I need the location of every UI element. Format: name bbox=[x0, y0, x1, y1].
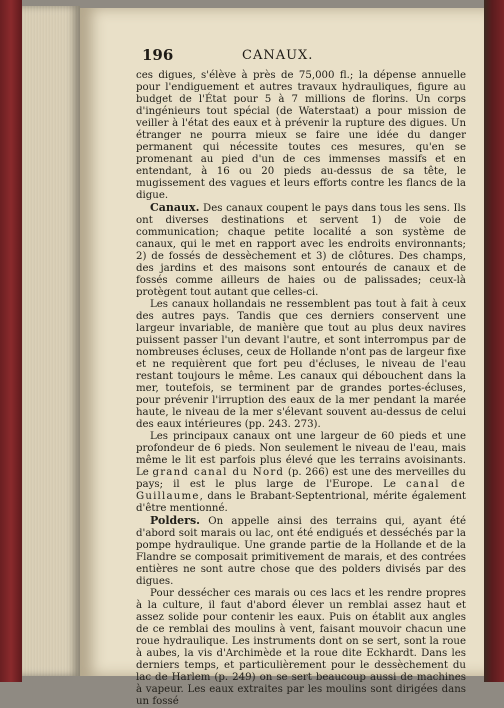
spaced-name: canal de Guillaume bbox=[136, 479, 467, 502]
section-keyword: Canaux. bbox=[150, 201, 200, 214]
paragraph bbox=[136, 70, 466, 202]
paragraph-text: (p. 266) est une des merveilles du pays; il est le plus large de l'Europe. Le bbox=[136, 467, 466, 490]
page-header bbox=[142, 46, 472, 68]
paragraph-text: On appelle ainsi des terrains qui, ayant été d'abord soit marais ou lac, ont été endigués et desséchés par la pompe hydraulique. Une grande partie de la Hollande et de la Flandre se composait primitivement de marais, et des contrées entières ne sont autre chose que des polders divisés par des digues. bbox=[136, 516, 466, 587]
paragraph-text: ces digues, s'élève à près de 75,000 fl.; la dépense annuelle pour l'endiguement et autres travaux hydrauliques, figure au budget de l'État pour 5 à 7 millions de florins. Un corps d'ingénieurs tout spécial (de Waterstaat) a pour mission de veiller à l'état des eaux et à prévenir la rupture des digues. Un étranger ne pourra mieux se faire une idée du danger permanent qui nécessite toutes ces mesures, qu'en se promenant au pied d'un de ces immenses massifs et en entendant, à 16 ou 20 pieds au-dessus de sa tête, le mugissement des vagues et leurs efforts contre les flancs de la digue. bbox=[136, 70, 466, 201]
body-text bbox=[136, 70, 466, 708]
page-number: 196 bbox=[142, 46, 174, 64]
spaced-name: grand canal du Nord bbox=[152, 467, 285, 478]
paragraph bbox=[136, 431, 466, 515]
book-cover-left bbox=[0, 0, 22, 682]
paragraph-text: Les principaux canaux ont une largeur de 60 pieds et une profondeur de 6 pieds. Non seulement le niveau de l'eau, mais même le lit est parfois plus élevé que les terrains avoisinants. Le bbox=[136, 431, 466, 478]
section-keyword: Polders. bbox=[150, 514, 200, 527]
paragraph-text: Les canaux hollandais ne ressemblent pas tout à fait à ceux des autres pays. Tandis que ces derniers conservent une largeur invariable, de manière que tout au plus deux navires puissent passer l'un devant l'autre, et sont interrompus par de nombreuses écluses, ceux de Hollande n'ont pas de largeur fixe et ne requièrent que fort peu d'écluses, le niveau de l'eau restant toujours le même. Les canaux qui débouchent dans la mer, toutefois, se terminent par de grandes portes-écluses, pour prévenir l'irruption des eaux de la mer pendant la marée haute, le niveau de la mer s'élevant souvent au-dessus de celui des eaux intérieures (pp. 243. 273). bbox=[136, 299, 466, 430]
paragraph bbox=[136, 515, 466, 588]
running-title: CANAUX. bbox=[242, 48, 314, 63]
paragraph-text: , dans le Brabant-Septentrional, mérite également d'être mentionné. bbox=[136, 491, 466, 514]
paragraph-text: Des canaux coupent le pays dans tous les sens. Ils ont diverses destinations et servent 1) de voie de communication; chaque petite localité a son système de canaux, qui le met en rapport avec les endroits environnants; 2) de fossés de dessèchement et 3) de clôtures. Des champs, des jardins et des maisons sont entourés de canaux et de fossés comme ailleurs de haies ou de palissades; ceux-là protègent tout autant que celles-ci. bbox=[136, 203, 466, 298]
book-page bbox=[80, 8, 484, 707]
page-edges bbox=[22, 6, 80, 676]
paragraph bbox=[136, 299, 466, 431]
paragraph bbox=[136, 202, 466, 299]
paragraph-text: Pour dessécher ces marais ou ces lacs et les rendre propres à la culture, il faut d'abord élever un remblai assez haut et assez solide pour contenir les eaux. Puis on établit aux angles de ce remblai des moulins à vent, faisant mouvoir chacun une roue hydraulique. Les instruments dont on se sert, sont la roue à aubes, la vis d'Archimède et la roue dite Eckhardt. Dans les derniers temps, et particulièrement pour le dessèchement du lac de Harlem (p. 249) on se sert beaucoup aussi de machines à vapeur. Les eaux extraites par les moulins sont dirigées dans un fossé bbox=[136, 588, 466, 707]
book-cover-right bbox=[484, 0, 504, 682]
paragraph bbox=[136, 588, 466, 708]
